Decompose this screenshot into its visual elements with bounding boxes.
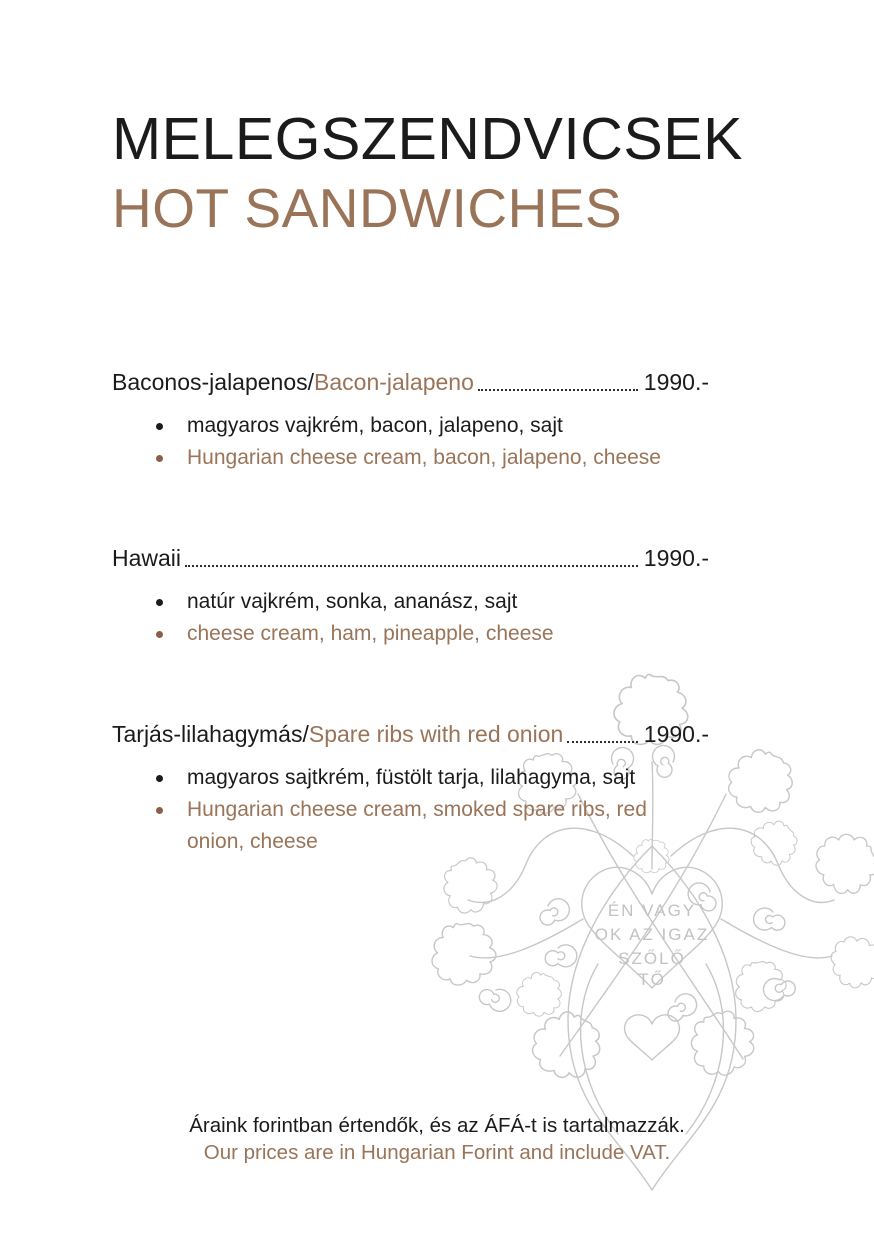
dot-leader — [478, 389, 638, 391]
price-note — [0, 1112, 874, 1166]
item-description-list — [112, 410, 709, 474]
item-name-en: Bacon-jalapeno — [314, 368, 474, 395]
item-desc-hu: magyaros sajtkrém, füstölt tarja, lilahagyma, sajt — [156, 762, 709, 794]
item-price: 1990.- — [643, 544, 709, 571]
item-name-hu: Baconos-jalapenos/ — [112, 368, 315, 395]
menu-list — [112, 367, 709, 858]
bullet-dot — [156, 423, 163, 430]
motto-line-1: ÉN VAGY — [607, 901, 697, 920]
motto-line-3: SZŐLŐ — [618, 949, 686, 968]
item-name-hu: Hawaii — [112, 544, 182, 571]
item-desc-hu: natúr vajkrém, sonka, ananász, sajt — [156, 586, 709, 618]
bullet-dot — [156, 807, 163, 814]
item-price: 1990.- — [643, 368, 709, 395]
item-name-hu: Tarjás-lilahagymás/ — [112, 720, 309, 747]
page-header — [0, 0, 874, 241]
page-title-english: HOT SANDWICHES — [112, 176, 623, 239]
bullet-dot — [156, 775, 163, 782]
price-note-hu: Áraink forintban értendők, és az ÁFÁ-t is tartalmazzák. — [189, 1114, 685, 1137]
bullet-dot — [156, 631, 163, 638]
menu-item-bacon-jalapeno — [112, 367, 709, 474]
motto-line-2: OK AZ IGAZ — [594, 925, 710, 944]
item-desc-en: cheese cream, ham, pineapple, cheese — [156, 618, 709, 650]
menu-item-heading — [112, 367, 709, 397]
item-description-list — [112, 586, 709, 650]
bullet-dot — [156, 599, 163, 606]
item-price: 1990.- — [643, 720, 709, 747]
menu-item-spare-ribs-red-onion — [112, 719, 709, 858]
item-desc-en: Hungarian cheese cream, bacon, jalapeno, cheese — [156, 442, 709, 474]
dot-leader — [567, 741, 638, 743]
item-name-en: Spare ribs with red onion — [308, 720, 564, 747]
menu-item-hawaii — [112, 543, 709, 650]
page-title-hungarian: MELEGSZENDVICSEK — [112, 106, 743, 172]
price-note-en: Our prices are in Hungarian Forint and include VAT. — [203, 1141, 671, 1164]
item-description-list — [112, 762, 709, 858]
motto-line-4: TŐ — [638, 970, 666, 989]
menu-item-heading — [112, 719, 709, 749]
dot-leader — [185, 565, 638, 567]
menu-item-heading — [112, 543, 709, 573]
item-desc-en: Hungarian cheese cream, smoked spare ribs, red onion, cheese — [156, 794, 709, 858]
item-desc-hu: magyaros vajkrém, bacon, jalapeno, sajt — [156, 410, 709, 442]
ornament-motto — [595, 901, 709, 989]
bullet-dot — [156, 455, 163, 462]
